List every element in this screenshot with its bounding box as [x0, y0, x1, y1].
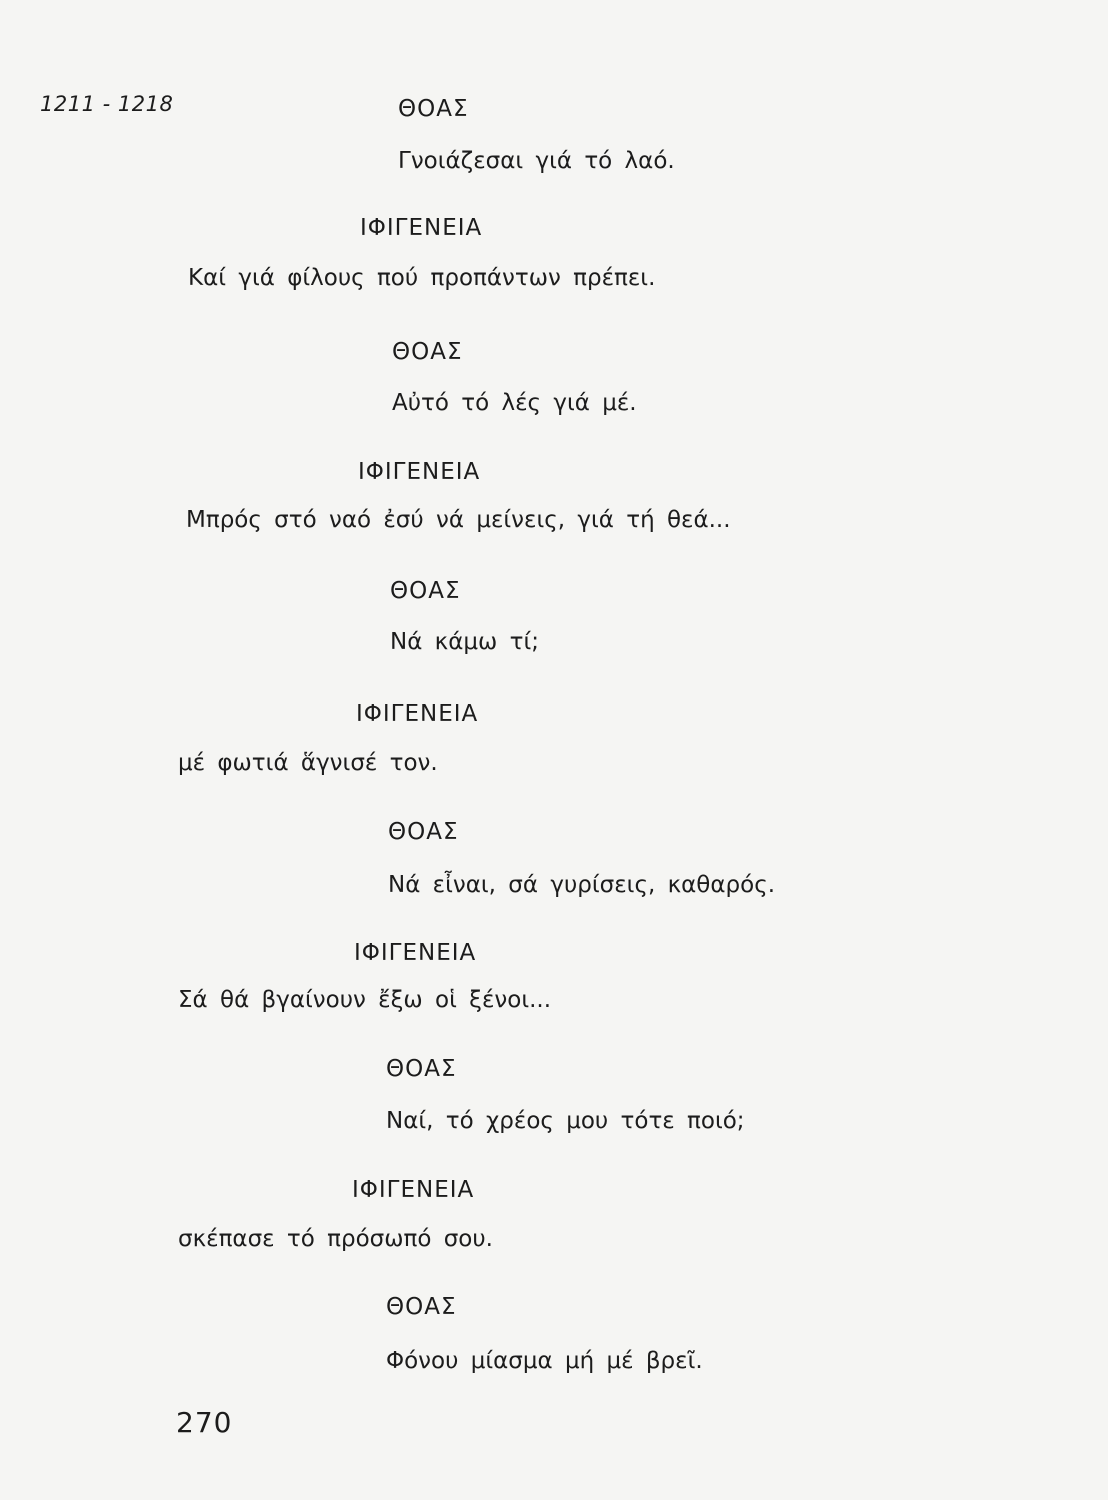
verse-line: μέ φωτιά ἅγνισέ τον.	[178, 750, 438, 776]
page-number: 270	[176, 1406, 233, 1439]
speaker-name: ΘΟΑΣ	[392, 339, 463, 365]
speaker-name: ΙΦΙΓΕΝΕΙΑ	[352, 1177, 475, 1203]
speaker-name: ΘΟΑΣ	[390, 578, 461, 604]
line-range: 1211 - 1218	[40, 92, 174, 116]
speaker-name: ΘΟΑΣ	[398, 96, 469, 122]
speaker-name: ΙΦΙΓΕΝΕΙΑ	[354, 940, 477, 966]
speaker-name: ΙΦΙΓΕΝΕΙΑ	[356, 701, 479, 727]
verse-line: σκέπασε τό πρόσωπό σου.	[178, 1226, 493, 1252]
speaker-name: ΘΟΑΣ	[386, 1056, 457, 1082]
speaker-name: ΘΟΑΣ	[386, 1294, 457, 1320]
speaker-name: ΘΟΑΣ	[388, 819, 459, 845]
verse-line: Νά εἶναι, σά γυρίσεις, καθαρός.	[388, 872, 776, 898]
speaker-name: ΙΦΙΓΕΝΕΙΑ	[360, 215, 483, 241]
verse-line: Σά θά βγαίνουν ἔξω οἱ ξένοι...	[178, 987, 552, 1013]
verse-line: Νά κάμω τί;	[390, 629, 539, 655]
verse-line: Γνοιάζεσαι γιά τό λαό.	[398, 148, 675, 174]
verse-line: Μπρός στό ναό ἐσύ νά μείνεις, γιά τή θεά...	[186, 507, 731, 533]
speaker-name: ΙΦΙΓΕΝΕΙΑ	[358, 459, 481, 485]
verse-line: Αὐτό τό λές γιά μέ.	[392, 390, 637, 416]
verse-line: Φόνου μίασμα μή μέ βρεῖ.	[386, 1348, 703, 1374]
verse-line: Ναί, τό χρέος μου τότε ποιό;	[386, 1108, 745, 1134]
verse-line: Καί γιά φίλους πού προπάντων πρέπει.	[188, 265, 656, 291]
